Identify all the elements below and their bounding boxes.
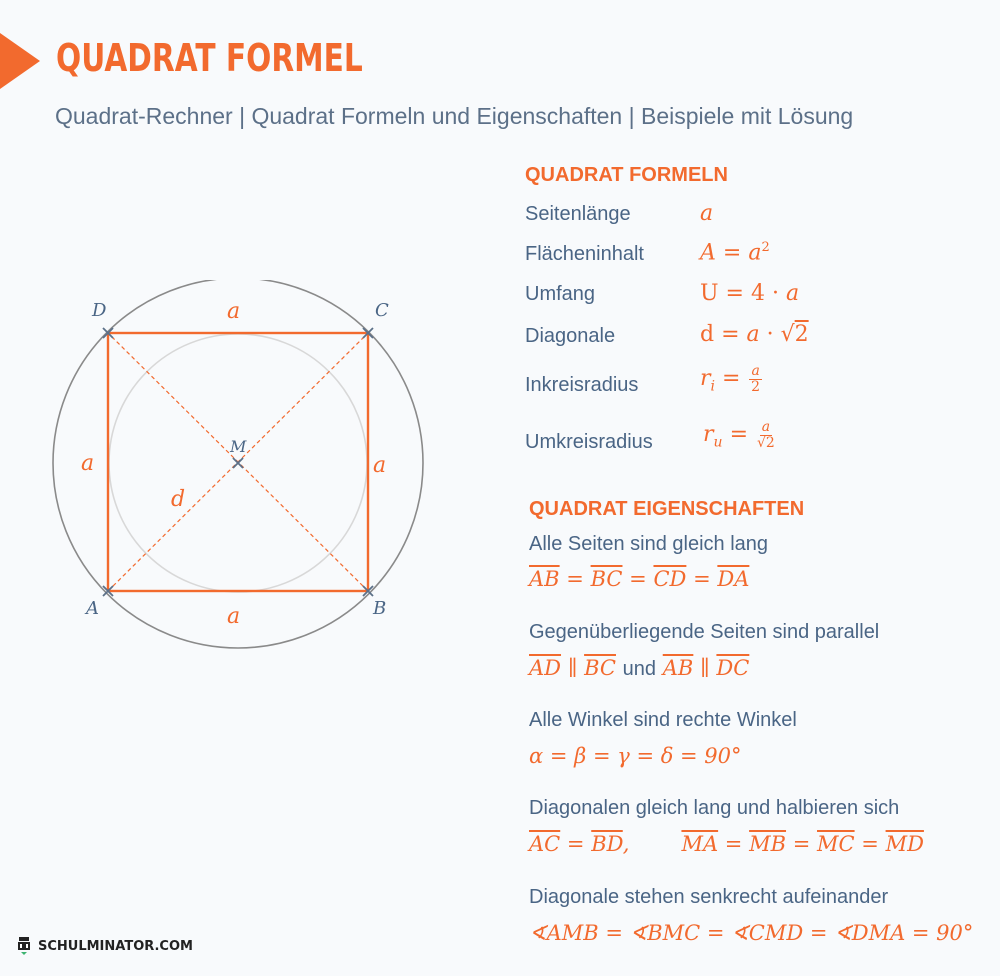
formula-label-umfang: Umfang: [525, 283, 596, 305]
property-text-parallel: Gegenüberliegende Seiten sind parallel: [529, 621, 880, 643]
center-label-m: M: [230, 437, 247, 456]
vertex-label-a: A: [86, 598, 99, 619]
brand-name: SCHULMINATOR.COM: [38, 938, 193, 954]
vertex-label-b: B: [373, 598, 387, 619]
brand-logo[interactable]: [16, 936, 193, 956]
formula-label-seitenlaenge: Seitenlänge: [525, 203, 631, 225]
title-accent-triangle: [0, 33, 40, 89]
property-text-right-angles: Alle Winkel sind rechte Winkel: [529, 709, 797, 731]
property-connector-und: und: [622, 658, 657, 680]
formula-label-umkreisradius: Umkreisradius: [525, 431, 653, 453]
page-subtitle: Quadrat-Rechner | Quadrat Formeln und Eigenschaften | Beispiele mit Lösung: [55, 103, 854, 129]
center-marker-m: [233, 458, 243, 468]
property-math-perpendicular: ∢AMB = ∢BMC = ∢CMD = ∢DMA = 90°: [529, 921, 974, 945]
formula-value-seitenlaenge: a: [700, 201, 714, 226]
property-math-diagonals: $\overline{AC} = \overline{BD}$, $\overline{MA} = \overline{MB} = \overline{MC} = \overline{MD}$: [529, 832, 924, 856]
page-title: QUADRAT FORMEL: [56, 36, 363, 80]
properties-section-title: QUADRAT EIGENSCHAFTEN: [529, 498, 805, 520]
formula-label-flaecheninhalt: Flächeninhalt: [525, 243, 644, 265]
formula-label-diagonale: Diagonale: [525, 325, 616, 347]
side-label-left: a: [81, 451, 95, 476]
property-text-perpendicular: Diagonale stehen senkrecht aufeinander: [529, 886, 889, 908]
property-math-right-angles: α = β = γ = δ = 90°: [529, 744, 742, 768]
schulminator-icon: [16, 936, 32, 956]
side-label-top: a: [227, 299, 241, 324]
formulas-section-title: QUADRAT FORMELN: [525, 164, 728, 186]
square-diagram: [40, 280, 440, 660]
formula-value-diagonale: d = a · √2: [700, 322, 809, 347]
property-text-diagonals: Diagonalen gleich lang und halbieren sich: [529, 797, 900, 819]
property-math-parallel: $\overline{AD}$ ∥ $\overline{BC}$ und $\overline{AB}$ ∥ $\overline{DC}$: [529, 656, 750, 680]
property-text-equal-sides: Alle Seiten sind gleich lang: [529, 533, 769, 555]
side-label-right: a: [373, 453, 387, 478]
formula-value-umfang: U = 4 · a: [700, 281, 800, 306]
vertex-label-d: D: [92, 300, 107, 321]
side-label-bottom: a: [227, 604, 241, 629]
vertex-label-c: C: [375, 300, 389, 321]
formula-label-inkreisradius: Inkreisradius: [525, 374, 639, 396]
formula-value-flaecheninhalt: $A = a^2$: [700, 240, 770, 266]
formula-value-inkreisradius: $r_i$ = $\frac{a}{2}$: [700, 363, 761, 395]
formula-value-umkreisradius: $r_u$ = $\frac{a}{√2}$: [703, 419, 775, 451]
property-math-equal-sides: $\overline{AB} = \overline{BC} = \overline{CD} = \overline{DA}$: [529, 567, 750, 591]
diagonal-label: d: [171, 487, 186, 512]
